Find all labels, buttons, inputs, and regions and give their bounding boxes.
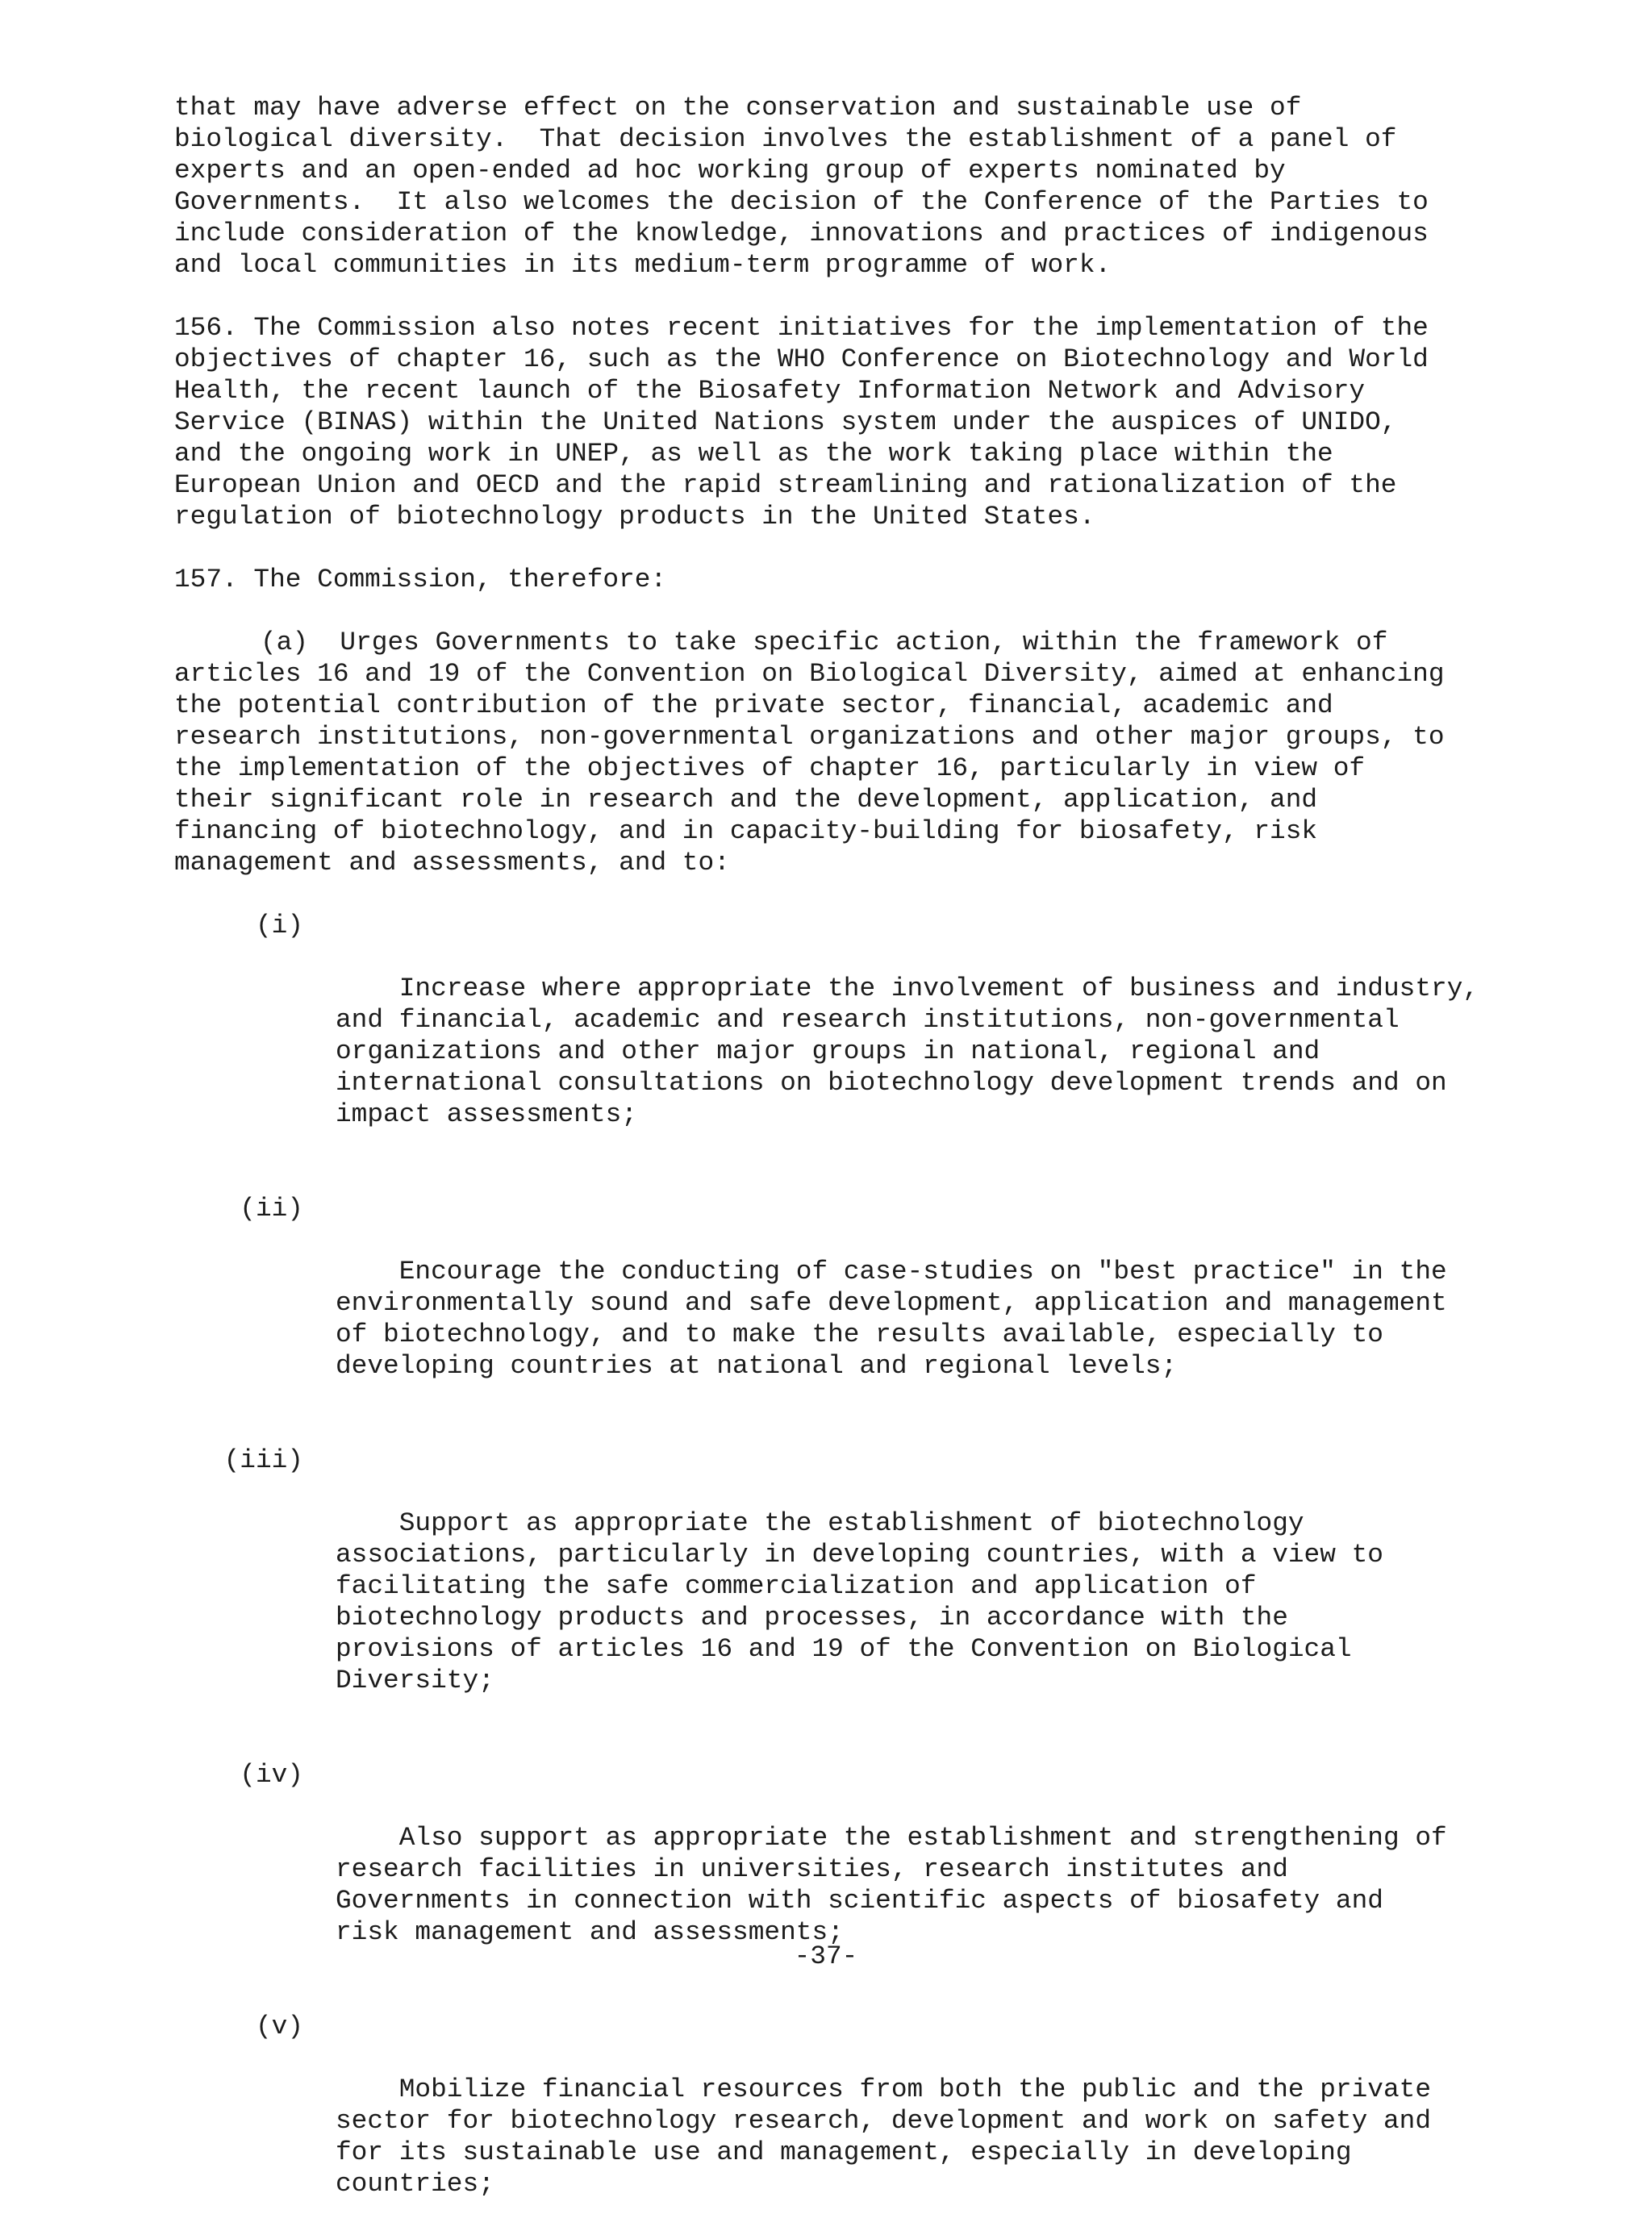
- spacer: [174, 1161, 1497, 1193]
- list-item-text: Also support as appropriate the establishment and strengthening of research facilities in universities, research institutes and Governments in connection with scientific aspects of biosafety and risk management and assessments;: [336, 1823, 1447, 1947]
- list-item-iii: [174, 1445, 1497, 1728]
- list-item-text: Support as appropriate the establishment of biotechnology associations, particularly in developing countries, with a view to facilitating the safe commercialization and application of biotechnology products and processes, in accordance with the provisions of articles 16 and 19 of the Convention on Biological Diversity;: [336, 1508, 1383, 1695]
- page-number: -37-: [794, 1941, 858, 1971]
- spacer: [174, 595, 1497, 627]
- list-item-number: (ii): [240, 1194, 303, 1224]
- spacer: [174, 1979, 1497, 2011]
- subparagraph-a: (a) Urges Governments to take specific action, within the framework of articles 16 and 19 of the Convention on Biological Diversity, aimed at enhancing the potential contribution of the private sector, financial, academic and research institutions, non-governmental organizations and other major groups, to the implementation of the objectives of chapter 16, particularly in view of their significant role in research and the development, application, and financing of biotechnology, and in capacity-building for biosafety, risk management and assessments, and to:: [174, 628, 1445, 878]
- list-item-text: Mobilize financial resources from both the public and the private sector for biotechnology research, development and work on safety and for its sustainable use and management, especially in developing countries;: [336, 2075, 1432, 2199]
- list-item-number: (i): [255, 911, 303, 940]
- list-item-v: [174, 2011, 1497, 2231]
- list-item-number: (iii): [223, 1445, 303, 1475]
- spacer: [174, 532, 1497, 564]
- list-item-number: (iv): [240, 1760, 303, 1790]
- list-item-i: [174, 910, 1497, 1161]
- paragraph-156: 156. The Commission also notes recent initiatives for the implementation of the objectives of chapter 16, such as the WHO Conference on Biotechnology and World Health, the recent launch of the Biosafety Information Network and Advisory Service (BINAS) within the United Nations system under the auspices of UNIDO, and the ongoing work in UNEP, as well as the work taking place within the European Union and OECD and the rapid streamlining and rationalization of the regulation of biotechnology products in the United States.: [174, 313, 1429, 532]
- spacer: [174, 878, 1497, 910]
- continuation-paragraph: that may have adverse effect on the conservation and sustainable use of biological diversity. That decision involves the establishment of a panel of experts and an open-ended ad hoc working group of experts nominated by Governments. It also welcomes the decision of the Conference of the Parties to include consideration of the knowledge, innovations and practices of indigenous and local communities in its medium-term programme of work.: [174, 93, 1429, 280]
- list-item-number: (v): [255, 2012, 303, 2041]
- list-item-text: Encourage the conducting of case-studies on "best practice" in the environmentally sound and safe development, application and management of biotechnology, and to make the results available, especially to developing countries at national and regional levels;: [336, 1257, 1447, 1381]
- list-item-ii: [174, 1193, 1497, 1413]
- spacer: [174, 281, 1497, 312]
- spacer: [174, 1728, 1497, 1759]
- document-body: [174, 92, 1497, 2231]
- list-item-text: Increase where appropriate the involvement of business and industry, and financial, academic and research institutions, non-governmental organizations and other major groups in national, regional and international consultations on biotechnology development trends and on impact assessments;: [336, 974, 1479, 1129]
- spacer: [174, 1413, 1497, 1445]
- paragraph-157: 157. The Commission, therefore:: [174, 565, 667, 594]
